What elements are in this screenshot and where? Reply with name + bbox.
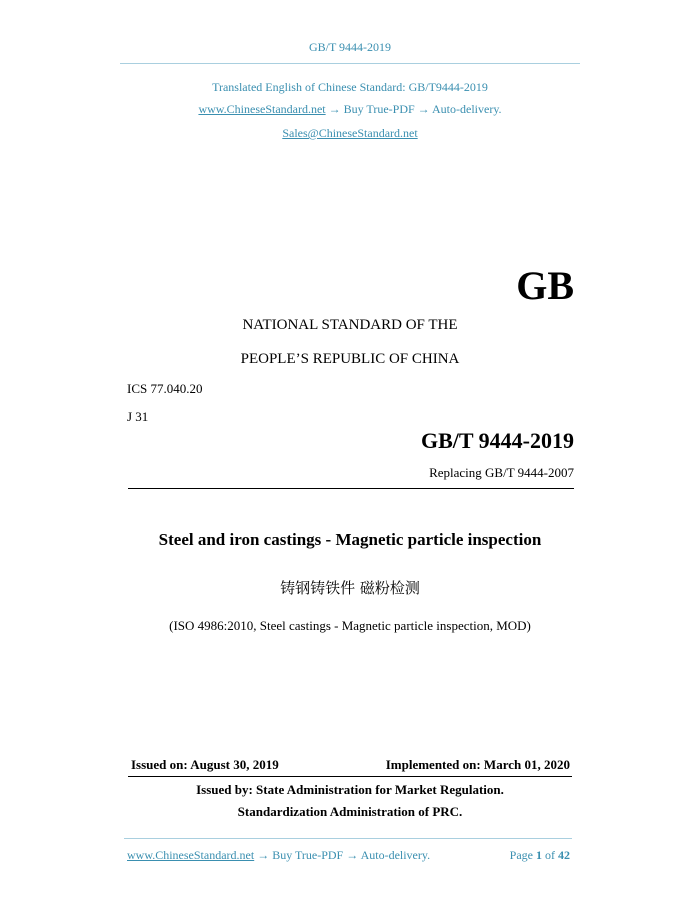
- chinese-title: 铸钢铸铁件 磁粉检测: [280, 579, 420, 597]
- issued-on-date: Issued on: August 30, 2019: [131, 757, 279, 772]
- gb-logo: GB: [516, 263, 574, 308]
- issued-by-line2: Standardization Administration of PRC.: [237, 804, 463, 819]
- email-link[interactable]: Sales@ChineseStandard.net: [282, 126, 418, 140]
- site-link[interactable]: www.ChineseStandard.net: [198, 102, 326, 116]
- page-of: of: [545, 848, 555, 862]
- footer-divider: [124, 838, 572, 839]
- issued-by-line1: Issued by: State Administration for Market Regulation.: [196, 782, 504, 797]
- header-title: GB/T 9444-2019: [308, 40, 392, 54]
- email-line: [0, 126, 700, 141]
- footer-site-link[interactable]: www.ChineseStandard.net: [127, 848, 255, 862]
- standard-number: GB/T 9444-2019: [420, 428, 574, 453]
- ics-code: ICS 77.040.20: [127, 381, 203, 396]
- national-standard-line2: PEOPLE’S REPUBLIC OF CHINA: [240, 351, 460, 367]
- ccs-code: J 31: [127, 409, 149, 424]
- replacing-note: Replacing GB/T 9444-2007: [429, 465, 574, 480]
- footer-buy-text: → Buy True-PDF → Auto-delivery.: [257, 848, 431, 862]
- buy-text: → Buy True-PDF → Auto-delivery.: [328, 102, 502, 116]
- header-divider: [120, 63, 580, 64]
- title-divider: [128, 488, 574, 489]
- buy-line: [0, 102, 700, 117]
- page-current: 1: [536, 848, 542, 862]
- page-indicator: [510, 848, 570, 863]
- iso-reference: (ISO 4986:2010, Steel castings - Magnetic particle inspection, MOD): [169, 618, 531, 633]
- national-standard-line1: NATIONAL STANDARD OF THE: [242, 317, 458, 333]
- translation-notice: Translated English of Chinese Standard: GB/T9444-2019: [212, 80, 488, 94]
- page-label: Page: [509, 848, 533, 862]
- page-total: 42: [558, 848, 570, 862]
- implemented-on-date: Implemented on: March 01, 2020: [385, 757, 570, 772]
- issue-divider: [128, 776, 572, 777]
- footer-buy-line: [127, 848, 430, 863]
- english-title: Steel and iron castings - Magnetic particle inspection: [158, 530, 542, 549]
